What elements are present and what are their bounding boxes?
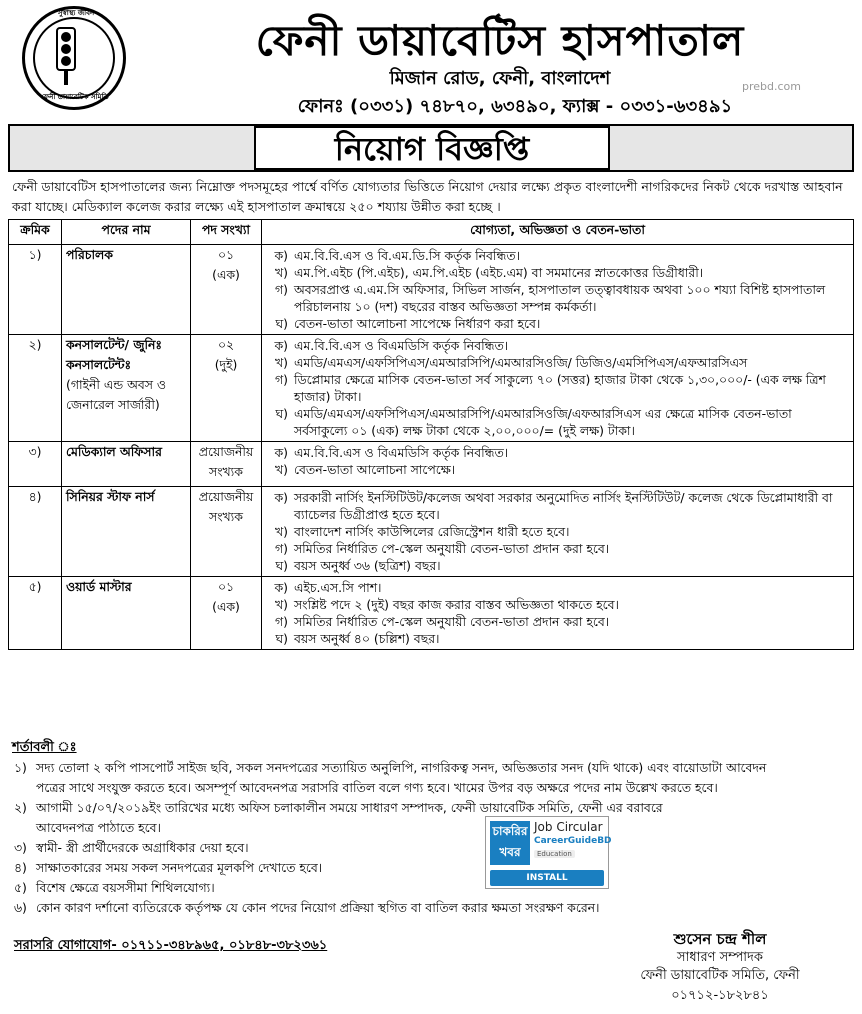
requirement-item: ঘ) বয়স অনুর্ধ্ব ৪০ (চল্লিশ) বছর।	[275, 631, 440, 646]
cell-requirements	[262, 245, 854, 335]
cell-post: ওয়ার্ড মাস্টার	[62, 577, 191, 650]
requirement-item: ক) এম.বি.বি.এস ও বি.এম.ডি.সি কর্তৃক নিবন্ধিত।	[274, 248, 521, 263]
signatory-name: শুসেন চন্দ্র শীল	[673, 930, 767, 948]
hospital-logo	[22, 6, 126, 110]
term-item: ১) সদ্য তোলা ২ কপি পাসপোর্ট সাইজ ছবি, সকল সনদপত্রের সত্যায়িত অনুলিপি, নাগরিকত্ব সনদ, অভিজ্ঞতার সনদ (যদি থাকে) এবং বায়োডাটা আবেদন পত্রের সাথে সংযুক্ত করতে হবে। অসম্পূর্ণ আবেদনপত্র সরাসরি বাতিল বলে গণ্য হবে। খামের উপর বড় অক্ষরে পদের নাম উল্লেখ করতে হবে।	[14, 760, 767, 795]
table-row	[9, 487, 854, 577]
hospital-address: মিজান রোড, ফেনী, বাংলাদেশ	[389, 68, 611, 89]
ad-title: Job Circular	[534, 820, 603, 834]
ad-brand: CareerGuideBD	[534, 836, 612, 846]
jobs-table	[8, 219, 854, 650]
requirement-item: ক) এম.বি.বি.এস ও বিএমডিসি কর্তৃক নিবন্ধিত।	[274, 338, 509, 353]
term-item: ৪) সাক্ষাতকারের সময় সকল সনদপত্রের মূলকপি দেখাতে হবে।	[14, 860, 323, 875]
table-header-row	[9, 220, 854, 245]
requirement-item: খ) এমডি/এমএস/এফসিপিএস/এমআরসিপি/এমআরসিওজি/ ডিজিও/এমসিপিএস/এফআরসিএস	[275, 355, 748, 370]
header-serial: ক্রমিক	[9, 220, 62, 245]
cell-count: ০১ (এক)	[191, 577, 262, 650]
requirement-item: খ) এম.পি.এইচ (পি.এইচ), এম.পি.এইচ (এইচ.এম) বা সমমানের স্নাতকোত্তর ডিগ্রীধারী।	[275, 265, 704, 280]
cell-requirements	[262, 442, 854, 487]
contact-line: সরাসরি যোগাযোগ- ০১৭১১-৩৪৮৯৬৫, ০১৮৪৮-৩৮২৩৬১	[14, 938, 328, 953]
logo-text-bottom: ফেনী ডায়াবেটিক সমিতি	[41, 93, 109, 101]
requirement-item: ক) সরকারী নার্সিং ইনস্টিটিউট/কলেজ অথবা সরকার অনুমোদিত নার্সিং ইনস্টিটিউট/ কলেজ থেকে ডিপ্লোমাধারী বা ব্যাচেলর ডিগ্রীপ্রাপ্ত হতে হবে।	[274, 490, 833, 522]
header-post: পদের নাম	[62, 220, 191, 245]
traffic-light-icon	[56, 27, 76, 71]
cell-serial: ২)	[9, 335, 62, 442]
cell-count: প্রয়োজনীয় সংখ্যক	[191, 442, 262, 487]
cell-post: পরিচালক	[62, 245, 191, 335]
term-item: ৩) স্বামী- স্ত্রী প্রার্থীদেরকে অগ্রাধিকার দেয়া হবে।	[14, 840, 249, 855]
requirement-item: গ) ডিপ্লোমার ক্ষেত্রে মাসিক বেতন-ভাতা সর্ব সাকুল্যে ৭০ (সত্তর) হাজার টাকা থেকে ১,৩০,০০০/- (এক লক্ষ ত্রিশ হাজার) টাকা।	[275, 372, 826, 404]
terms-title: শর্তাবলী ঃ	[12, 740, 77, 755]
cell-post: কনসালটেন্ট/ জুনিঃ কনসালটেন্টঃ (গাইনী এন্ড অবস ও জেনারেল সার্জারী)	[62, 335, 191, 442]
header-count: পদ সংখ্যা	[191, 220, 262, 245]
cell-requirements	[262, 487, 854, 577]
cell-serial: ৫)	[9, 577, 62, 650]
requirement-item: ক) এইচ.এস.সি পাশ।	[274, 580, 382, 595]
table-row	[9, 442, 854, 487]
term-item: ২) আগামী ১৫/০৭/২০১৯ইং তারিখের মধ্যে অফিস চলাকালীন সময়ে সাধারণ সম্পাদক, ফেনী ডায়াবেটিক সমিতি, ফেনী এর বরাবরে আবেদনপত্র পাঠাতে হবে।	[14, 800, 663, 835]
cell-post: মেডিক্যাল অফিসার	[62, 442, 191, 487]
requirement-item: খ) সংশ্লিষ্ট পদে ২ (দুই) বছর কাজ করার বাস্তব অভিজ্ঞতা থাকতে হবে।	[275, 597, 619, 612]
app-logo-icon: চাকরির খবর	[490, 821, 530, 865]
cell-count: প্রয়োজনীয় সংখ্যক	[191, 487, 262, 577]
notice-title: নিয়োগ বিজ্ঞপ্তি	[254, 126, 610, 170]
cell-serial: ৪)	[9, 487, 62, 577]
cell-serial: ৩)	[9, 442, 62, 487]
logo-text-top: সুস্বাস্থ্য জীবন	[57, 9, 95, 17]
signatory-phone: ০১৭১২-১৮২৮৪১	[671, 988, 769, 1003]
signatory-title: সাধারণ সম্পাদক	[677, 950, 763, 965]
requirement-item: ঘ) বেতন-ভাতা আলোচনা সাপেক্ষে নির্ধারণ করা হবে।	[275, 316, 541, 331]
cell-serial: ১)	[9, 245, 62, 335]
table-row	[9, 245, 854, 335]
header-requirements: যোগ্যতা, অভিজ্ঞতা ও বেতন-ভাতা	[262, 220, 854, 245]
requirement-item: ঘ) বয়স অনুর্ধ্ব ৩৬ (ছত্রিশ) বছর।	[275, 558, 441, 573]
cell-requirements	[262, 335, 854, 442]
requirement-item: খ) বাংলাদেশ নার্সিং কাউন্সিলের রেজিস্ট্রেশন ধারী হতে হবে।	[275, 524, 570, 539]
signatory-org: ফেনী ডায়াবেটিক সমিতি, ফেনী	[640, 968, 800, 983]
cell-count: ০১ (এক)	[191, 245, 262, 335]
table-row	[9, 335, 854, 442]
term-item: ৬) কোন কারণ দর্শানো ব্যতিরেকে কর্তৃপক্ষ যে কোন পদের নিয়োগ প্রক্রিয়া স্থগিত বা বাতিল করার ক্ষমতা সংরক্ষণ করেন।	[14, 900, 600, 915]
watermark: prebd.com	[742, 80, 801, 93]
requirement-item: ক) এম.বি.বি.এস ও বিএমডিসি কর্তৃক নিবন্ধিত।	[274, 445, 509, 460]
hospital-phone: ফোনঃ (০৩৩১) ৭৪৮৭০, ৬৩৪৯০, ফ্যাক্স - ০৩৩১-৬৩৪৯১	[297, 96, 733, 117]
requirement-item: গ) সমিতির নির্ধারিত পে-স্কেল অনুযায়ী বেতন-ভাতা প্রদান করা হবে।	[275, 541, 610, 556]
cell-count: ০২ (দুই)	[191, 335, 262, 442]
cell-post: সিনিয়র স্টাফ নার্স	[62, 487, 191, 577]
cell-requirements	[262, 577, 854, 650]
install-button[interactable]: INSTALL	[490, 870, 604, 886]
requirement-item: ঘ) এমডি/এমএস/এফসিপিএস/এমআরসিপি/এমআরসিওজি/এফআরসিএস এর ক্ষেত্রে মাসিক বেতন-ভাতা সর্বসাকুল্যে ০১ (এক) লক্ষ টাকা থেকে ২,০০,০০০/= (দুই লক্ষ) টাকা।	[275, 406, 792, 438]
app-ad-banner[interactable]	[485, 816, 612, 889]
term-item: ৫) বিশেষ ক্ষেত্রে বয়সসীমা শিথিলযোগ্য।	[14, 880, 215, 895]
requirement-item: খ) বেতন-ভাতা আলোচনা সাপেক্ষে।	[275, 462, 456, 477]
hospital-name: ফেনী ডায়াবেটিস হাসপাতাল	[255, 16, 745, 65]
requirement-item: গ) সমিতির নির্ধারিত পে-স্কেল অনুযায়ী বেতন-ভাতা প্রদান করা হবে।	[275, 614, 610, 629]
table-row	[9, 577, 854, 650]
intro-paragraph: ফেনী ডায়াবেটিস হাসপাতালের জন্য নিম্নোক্ত পদসমূহের পার্শ্বে বর্ণিত যোগ্যতার ভিত্তিতে নিয়োগ দেয়ার লক্ষ্যে প্রকৃত বাংলাদেশী নাগরিকদের নিকট থেকে দরখাস্ত আহবান করা যাচ্ছে। মেডিক্যাল কলেজ করার লক্ষ্যে এই হাসপাতাল ক্রমান্বয়ে ২৫০ শয্যায় উন্নীত করা হচ্ছে ।	[12, 179, 843, 214]
ad-tag: Education	[534, 850, 575, 858]
requirement-item: গ) অবসরপ্রাপ্ত এ.এম.সি অফিসার, সিভিল সার্জন, হাসপাতাল তত্ত্বাবধায়ক অথবা ১০০ শয্যা বিশিষ্ট হাসপাতাল পরিচালনায় ১০ (দশ) বছরের বাস্তব অভিজ্ঞতা সম্পন্ন কর্মকর্তা।	[275, 282, 826, 314]
